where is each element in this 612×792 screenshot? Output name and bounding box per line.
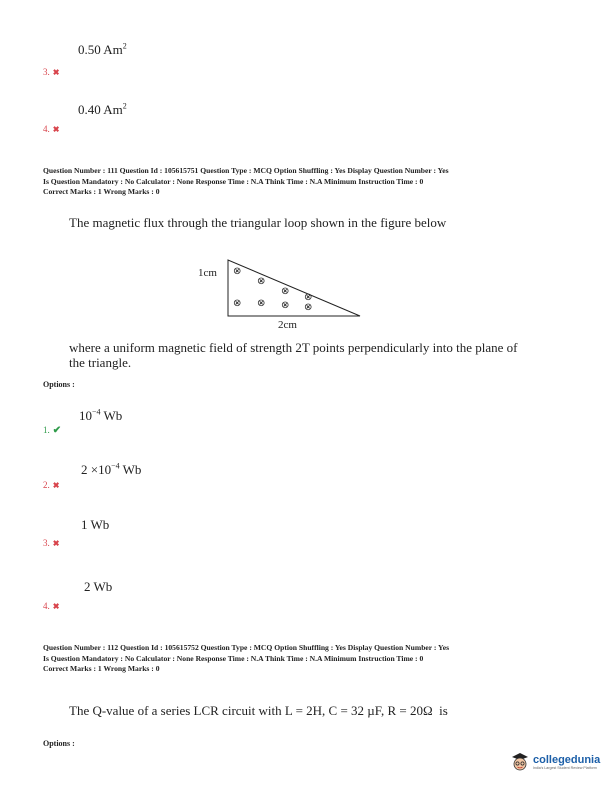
option-1-text: $10^{-4}$ Wb: [79, 407, 123, 423]
field-into-page-icon: ⊗: [257, 298, 266, 309]
option-4-text: 0.40 Am$^2$: [78, 101, 127, 117]
option-4-text: 2 Wb: [84, 579, 113, 594]
question-111-text-continued: [69, 340, 559, 370]
option-2-text: $2 \times 10^{-4}$ Wb: [81, 461, 142, 477]
options-label: Options :: [43, 739, 75, 748]
meta-line: Correct Marks : 1 Wrong Marks : 0: [43, 664, 160, 673]
cross-mark-icon: ✖: [52, 602, 60, 611]
logo-tagline: India's Largest Student Review Platform: [533, 766, 597, 770]
option-1-number: 1. ✔: [43, 425, 62, 436]
meta-line: Correct Marks : 1 Wrong Marks : 0: [43, 187, 160, 196]
cross-mark-icon: ✖: [52, 125, 60, 134]
cross-mark-icon: ✖: [52, 68, 60, 77]
logo-name: collegedunia: [533, 754, 601, 766]
field-into-page-icon: ⊗: [281, 286, 290, 297]
field-into-page-icon: ⊗: [304, 302, 313, 313]
height-label: 1cm: [198, 267, 217, 279]
options-label: Options :: [43, 380, 75, 389]
option-4-number: 4. ✖: [43, 601, 60, 611]
field-into-page-icon: ⊗: [304, 292, 313, 303]
logo-text-block: [533, 754, 600, 770]
option-2-number: 2. ✖: [43, 480, 60, 490]
check-mark-icon: ✔: [52, 425, 62, 436]
triangle-loop: [228, 260, 360, 316]
option-3-text: 1 Wb: [81, 517, 110, 532]
text-line: where a uniform magnetic field of strength 2T points perpendicularly into the plane of: [69, 340, 518, 355]
field-into-page-icon: ⊗: [281, 300, 290, 311]
meta-line: Question Number : 111 Question Id : 105615751 Question Type : MCQ Option Shuffling : Yes Display Question Number : Yes: [43, 166, 449, 175]
field-into-page-icon: ⊗: [233, 266, 242, 277]
option-4-number: 4. ✖: [43, 124, 60, 134]
mascot-icon: [510, 751, 530, 773]
option-3-number: 3. ✖: [43, 538, 60, 548]
question-111-meta: [43, 166, 583, 198]
option-3-number: 3. ✖: [43, 67, 60, 77]
cross-mark-icon: ✖: [52, 481, 60, 490]
meta-line: Is Question Mandatory : No Calculator : None Response Time : N.A Think Time : N.A Minimum Instruction Time : 0: [43, 176, 424, 186]
option-3-text: 0.50 Am$^2$: [78, 41, 127, 57]
meta-line: Is Question Mandatory : No Calculator : None Response Time : N.A Think Time : N.A Minimum Instruction Time : 0: [43, 653, 424, 663]
question-112-text: The Q-value of a series LCR circuit with L = 2H, C = 32 µF, R = 20Ω is: [69, 703, 448, 718]
meta-line: Question Number : 112 Question Id : 105615752 Question Type : MCQ Option Shuffling : Yes Display Question Number : Yes: [43, 643, 450, 652]
question-111-text: The magnetic flux through the triangular loop shown in the figure below: [69, 215, 447, 230]
triangle-loop-figure: [190, 256, 370, 336]
base-label: 2cm: [278, 319, 297, 331]
field-into-page-icon: ⊗: [257, 276, 266, 287]
cross-mark-icon: ✖: [52, 539, 60, 548]
question-112-meta: [43, 643, 583, 675]
collegedunia-logo: [510, 751, 608, 773]
field-into-page-icon: ⊗: [233, 298, 242, 309]
text-line: the triangle.: [69, 355, 132, 370]
